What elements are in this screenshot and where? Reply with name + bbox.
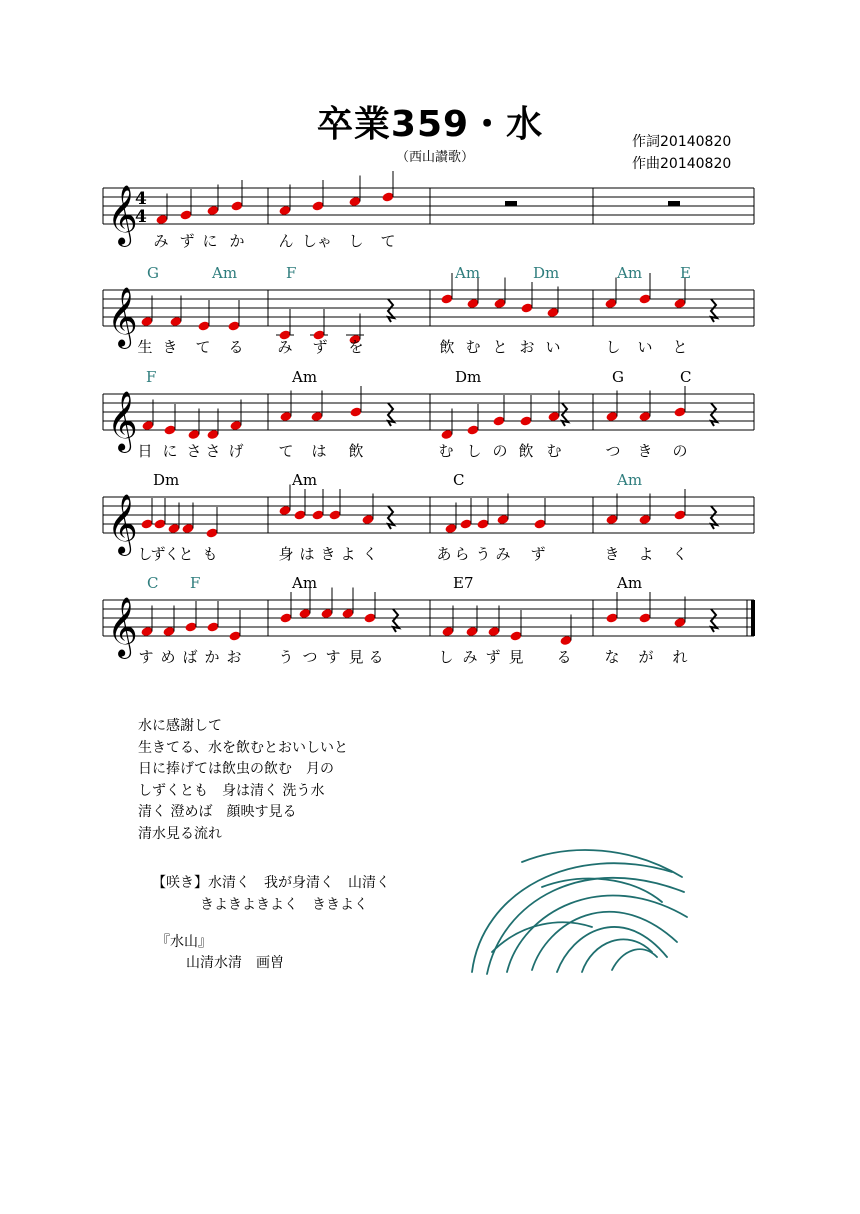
lyric-syllable: と — [178, 545, 194, 563]
lyric-syllable: か — [204, 648, 220, 666]
lyric-syllable: る — [556, 648, 572, 666]
lyric-syllable: の — [492, 442, 508, 460]
treble-clef-icon: 𝄞 — [107, 391, 138, 451]
lyric-syllable: ず — [179, 232, 195, 250]
music-system — [103, 574, 755, 666]
chord-symbol: Am — [292, 368, 318, 386]
lyric-syllable: ず — [312, 338, 328, 356]
quarter-rest — [562, 403, 568, 426]
poem-line: 清く 澄めば 顔映す見る — [138, 804, 297, 820]
lyric-syllable: し — [137, 545, 153, 563]
whole-rest — [505, 201, 517, 206]
chord-symbol: G — [612, 368, 624, 386]
time-signature-bottom: 4 — [135, 207, 147, 227]
lyric-syllable: る — [228, 338, 244, 356]
music-system — [103, 471, 754, 563]
poem-text — [138, 716, 348, 845]
lyric-syllable: ず — [530, 545, 546, 563]
lyric-syllable: よ — [638, 545, 654, 563]
lyric-syllable: を — [348, 338, 364, 356]
mizuyama-note — [156, 932, 284, 974]
lyric-syllable: く — [164, 545, 180, 563]
lyric-syllable: き — [604, 545, 620, 563]
lyric-syllable: 身 — [278, 545, 294, 563]
composer-credit: 作曲20140820 — [632, 156, 732, 172]
lyric-syllable: 見 — [508, 648, 524, 666]
lyric-syllable: る — [368, 648, 384, 666]
lyric-syllable: し — [438, 648, 454, 666]
chord-symbol: E7 — [453, 574, 474, 592]
lyric-syllable: に — [162, 442, 178, 460]
lyric-syllable: む — [465, 338, 481, 356]
quarter-rest — [388, 506, 394, 529]
chord-symbol: F — [146, 368, 157, 386]
lyric-syllable: き — [320, 545, 336, 563]
page-title: 卒業359・水 — [316, 104, 544, 145]
lyric-syllable: う — [278, 648, 294, 666]
lyric-syllable: む — [438, 442, 454, 460]
lyric-syllable: す — [325, 648, 341, 666]
lyric-syllable: の — [672, 442, 688, 460]
blossom-note — [152, 872, 390, 916]
chord-symbol: Am — [617, 574, 643, 592]
chord-symbol: Am — [617, 471, 643, 489]
mizuyama-line: 山清水清 画曽 — [186, 955, 284, 971]
lyric-syllable: い — [637, 338, 653, 356]
chord-symbol: Dm — [533, 264, 560, 282]
quarter-rest — [711, 609, 717, 632]
quarter-rest — [388, 299, 394, 322]
chord-symbol: C — [453, 471, 465, 489]
lyric-syllable: げ — [228, 442, 244, 460]
lyric-syllable: し — [605, 338, 621, 356]
lyric-syllable: み — [153, 232, 169, 250]
poem-line: しずくとも 身は清く 洗う水 — [138, 782, 325, 799]
chord-symbol: C — [680, 368, 692, 386]
lyric-syllable: き — [162, 338, 178, 356]
lyric-syllable: さ — [186, 442, 202, 460]
chord-symbol: G — [147, 264, 159, 282]
lyric-syllable: む — [546, 442, 562, 460]
lyric-syllable: が — [638, 648, 654, 666]
lyric-syllable: 見 — [348, 648, 364, 666]
lyric-syllable: み — [495, 545, 511, 563]
lyric-syllable: し — [466, 442, 482, 460]
quarter-rest — [711, 403, 717, 426]
chord-symbol: Am — [292, 574, 318, 592]
poem-line: 清水見る流れ — [138, 825, 222, 842]
chord-symbol: Am — [617, 264, 643, 282]
lyric-syllable: しゃ — [301, 232, 333, 250]
chord-symbol: Dm — [455, 368, 482, 386]
quarter-rest — [388, 403, 394, 426]
lyric-syllable: 飲 — [348, 442, 364, 460]
poem-line: 生きてる、水を飲むとおいしいと — [138, 739, 348, 756]
lyric-syllable: ん — [278, 232, 294, 250]
music-system — [103, 264, 754, 356]
lyric-syllable: し — [348, 232, 364, 250]
lyric-syllable: み — [277, 338, 293, 356]
chord-symbol: C — [147, 574, 159, 592]
music-system — [103, 368, 754, 460]
lyric-syllable: な — [604, 648, 620, 666]
quarter-rest — [711, 299, 717, 322]
lyric-syllable: よ — [340, 545, 356, 563]
treble-clef-icon: 𝄞 — [107, 597, 138, 657]
water-grass-illustration — [462, 832, 692, 982]
lyric-syllable: つ — [302, 648, 318, 666]
lyric-syllable: 飲 — [439, 338, 455, 356]
chord-symbol: Am — [212, 264, 238, 282]
lyric-syllable: く — [672, 545, 688, 563]
lyric-syllable: て — [278, 442, 294, 460]
chord-symbol: Dm — [153, 471, 180, 489]
final-barline — [751, 600, 755, 636]
lyric-syllable: お — [226, 648, 242, 666]
music-system — [103, 171, 754, 250]
chord-symbol: F — [190, 574, 201, 592]
lyricist-credit: 作詞20140820 — [632, 134, 732, 150]
chord-symbol: F — [286, 264, 297, 282]
mizuyama-title: 『水山』 — [156, 934, 212, 950]
lyric-syllable: す — [138, 648, 154, 666]
lyric-syllable: 日 — [137, 442, 153, 460]
lyric-syllable: か — [229, 232, 245, 250]
subtitle: （西山讃歌） — [396, 150, 475, 165]
poem-line: 水に感謝して — [138, 718, 222, 734]
lyric-syllable: ず — [150, 545, 166, 563]
lyric-syllable: も — [202, 545, 218, 563]
treble-clef-icon: 𝄞 — [107, 287, 138, 347]
blossom-line: 【咲き】水清く 我が身清く 山清く — [152, 875, 390, 891]
treble-clef-icon: 𝄞 — [107, 494, 138, 554]
lyric-syllable: て — [380, 232, 396, 250]
lyric-syllable: お — [519, 338, 535, 356]
lyric-syllable: ず — [485, 648, 501, 666]
lyric-syllable: て — [195, 338, 211, 356]
time-signature-top: 4 — [135, 189, 147, 209]
lyric-syllable: は — [299, 545, 315, 563]
lyric-syllable: と — [492, 338, 508, 356]
poem-line: 日に捧げては飲虫の飲む 月の — [138, 761, 334, 777]
whole-rest — [668, 201, 680, 206]
chord-symbol: E — [680, 264, 691, 282]
lyric-syllable: い — [545, 338, 561, 356]
lyric-syllable: 生 — [137, 338, 153, 356]
lyric-syllable: あ — [436, 545, 452, 563]
lyric-syllable: さ — [205, 442, 221, 460]
lyric-syllable: ば — [182, 648, 198, 666]
chord-symbol: Am — [455, 264, 481, 282]
lyric-syllable: に — [202, 232, 218, 250]
lyric-syllable: と — [672, 338, 688, 356]
lyric-syllable: は — [311, 442, 327, 460]
lyric-syllable: つ — [605, 442, 621, 460]
lyric-syllable: め — [160, 648, 176, 666]
lyric-syllable: う — [475, 545, 491, 563]
quarter-rest — [393, 609, 399, 632]
lyric-syllable: み — [462, 648, 478, 666]
chord-symbol: Am — [292, 471, 318, 489]
blossom-line: きよきよきよく ききよく — [200, 897, 368, 913]
lyric-syllable: れ — [672, 648, 688, 666]
lyric-syllable: 飲 — [518, 442, 534, 460]
quarter-rest — [711, 506, 717, 529]
lyric-syllable: ら — [454, 545, 470, 563]
treble-clef-icon: 𝄞 — [107, 185, 138, 245]
lyric-syllable: き — [637, 442, 653, 460]
lyric-syllable: く — [362, 545, 378, 563]
